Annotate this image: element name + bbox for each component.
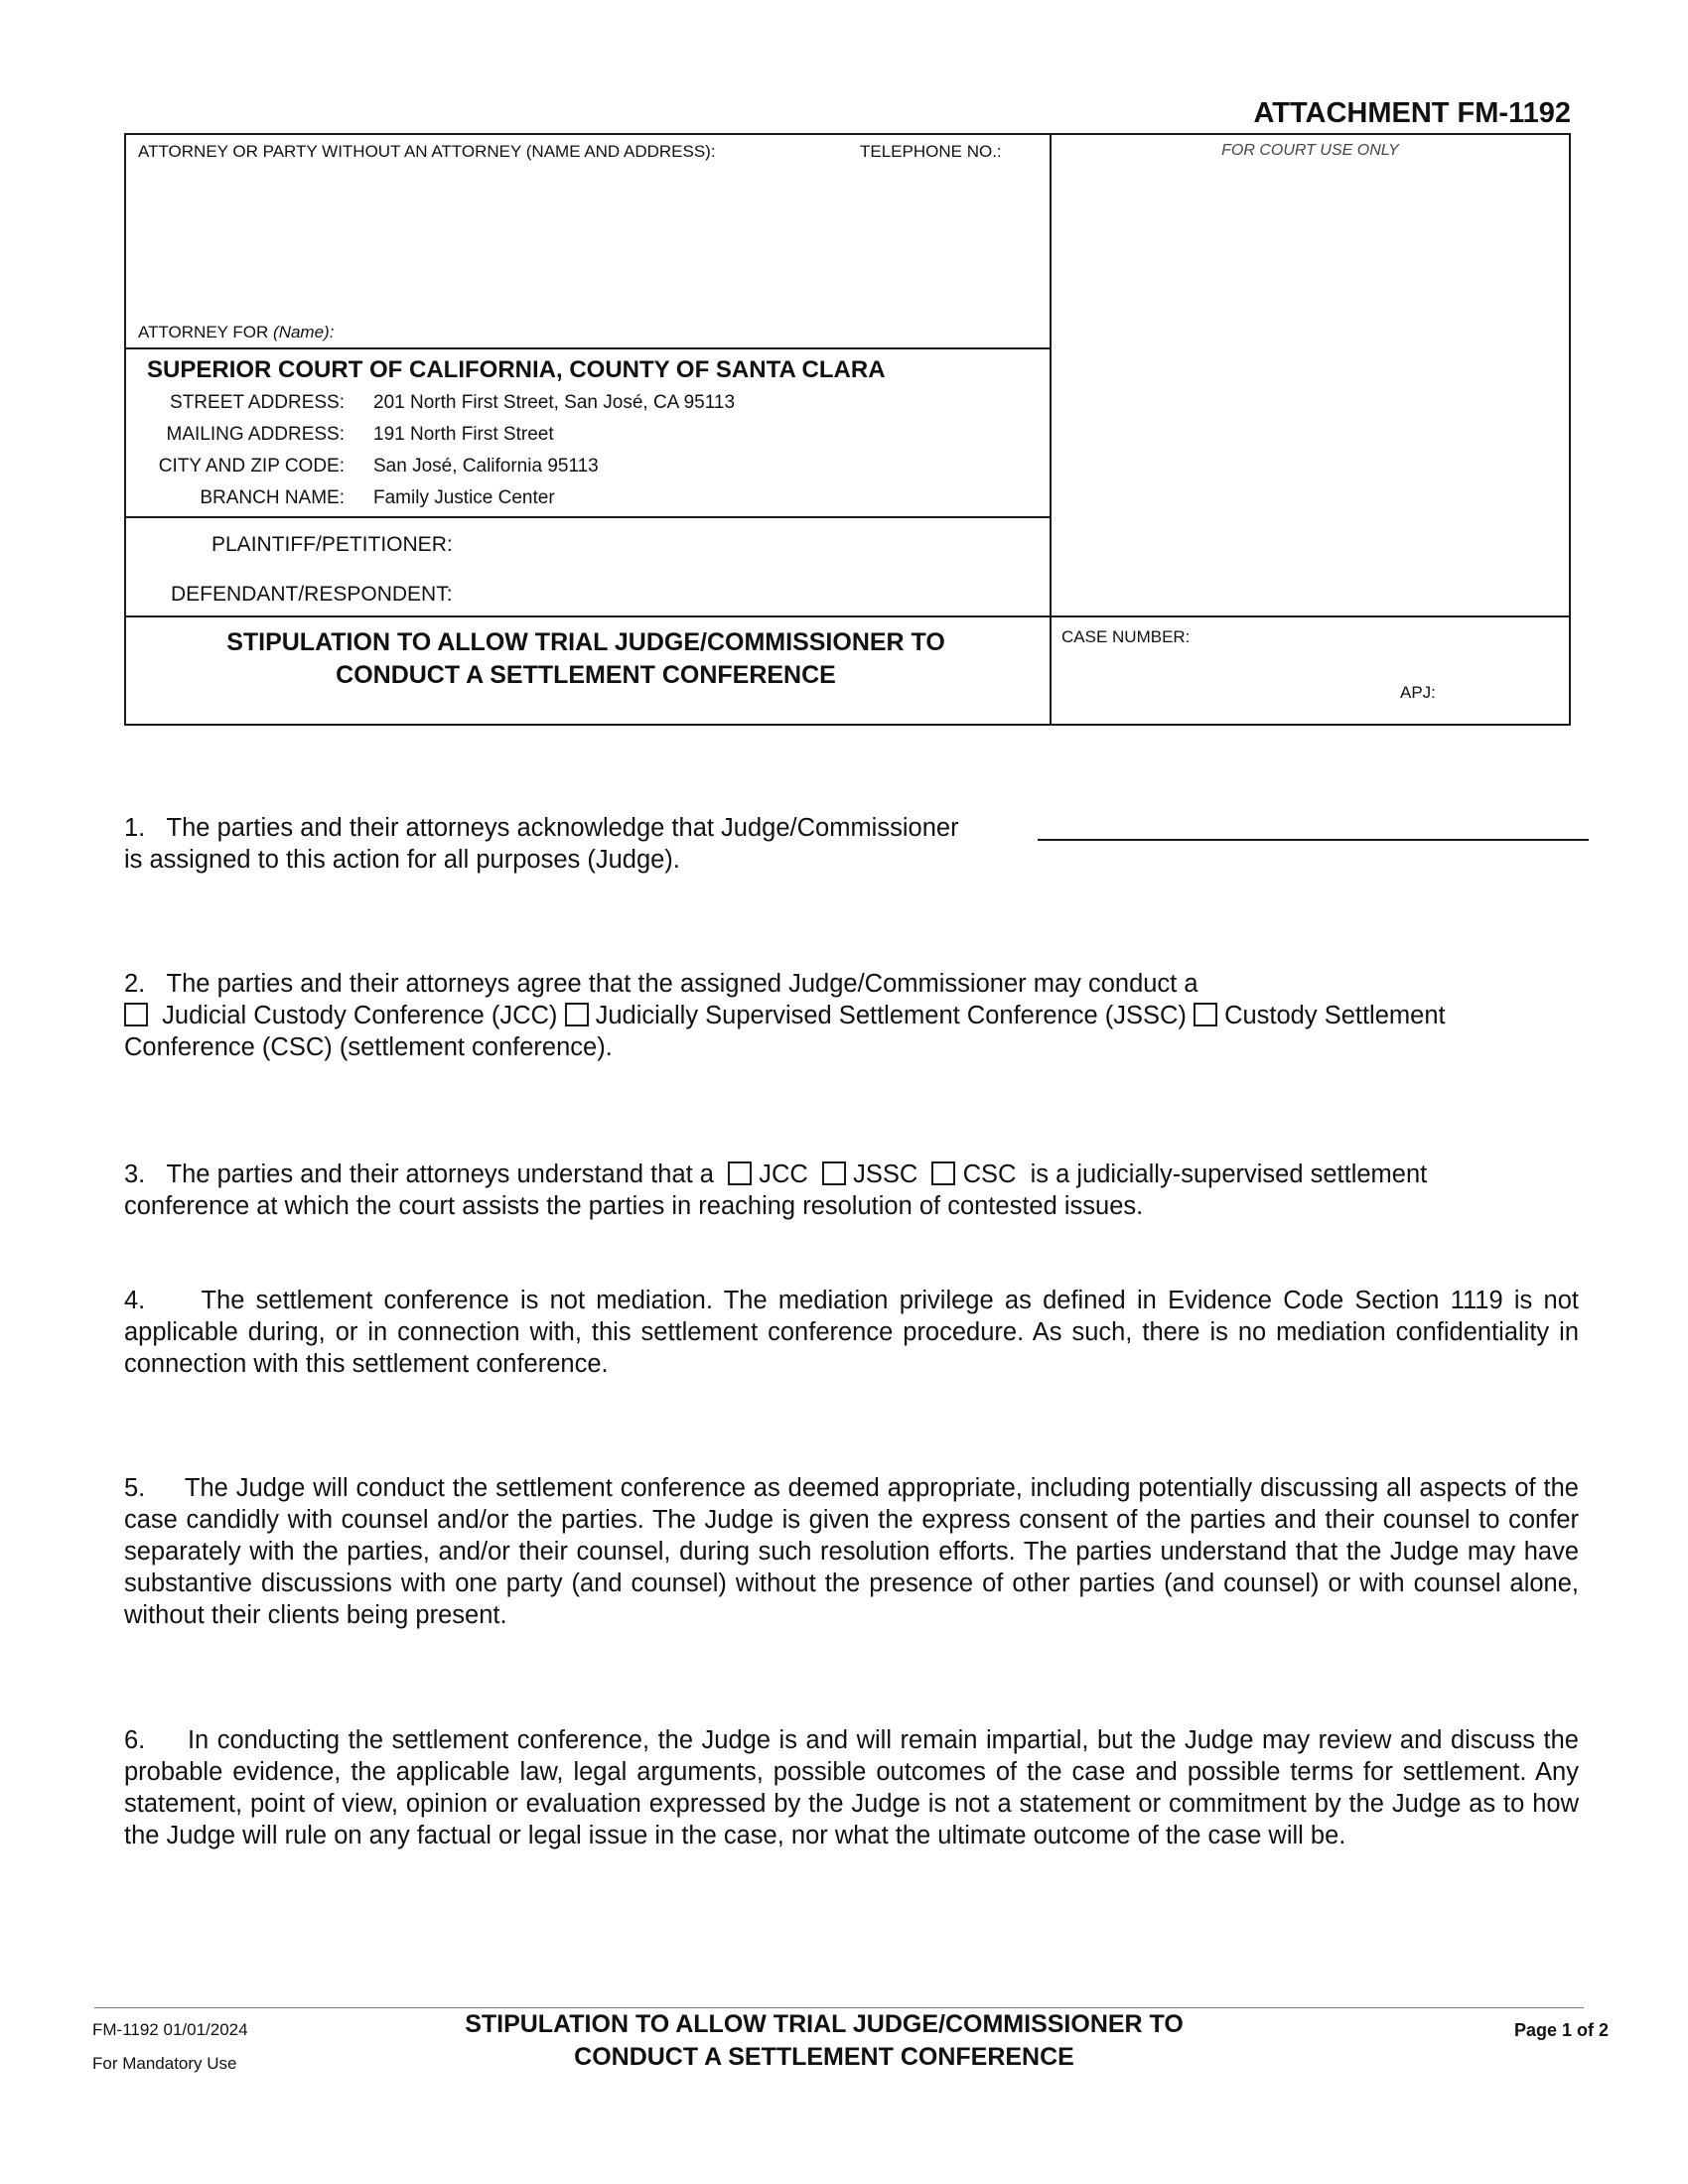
judge-name-blank[interactable] xyxy=(1038,839,1589,841)
paragraph-1 xyxy=(124,812,1579,876)
paragraph-1-number: 1. xyxy=(124,814,146,842)
paragraph-3-line1 xyxy=(124,1159,1579,1190)
caption-divider-parties xyxy=(124,516,1051,518)
caption-divider-court xyxy=(124,347,1051,349)
paragraph-4-text: The settlement conference is not mediation. The mediation privilege as defined in Evidence Code Section 1119 is not applicable during, or in connection with, this settlement conference procedure. As such, there is no mediation confidentiality in connection with this settlement conference. xyxy=(124,1287,1579,1378)
paragraph-5-number: 5. xyxy=(124,1474,146,1502)
paragraph-3 xyxy=(124,1159,1579,1222)
p3-csc-checkbox[interactable] xyxy=(931,1161,955,1185)
paragraph-6 xyxy=(124,1724,1579,1851)
case-number-label: CASE NUMBER: xyxy=(1061,627,1191,646)
jssc-option-label: Judicially Supervised Settlement Conference (JSSC) xyxy=(595,1002,1187,1029)
document-title-line1: STIPULATION TO ALLOW TRIAL JUDGE/COMMISSIONER TO xyxy=(226,628,945,656)
document-title-line2: CONDUCT A SETTLEMENT CONFERENCE xyxy=(336,661,836,689)
branch-name-value: Family Justice Center xyxy=(373,487,555,508)
caption-divider-vertical xyxy=(1050,133,1052,726)
footer-page-number: Page 1 of 2 xyxy=(1513,2020,1609,2040)
footer-form-id: FM-1192 01/01/2024 xyxy=(92,2020,248,2039)
paragraph-3-text-b: conference at which the court assists the parties in reaching resolution of contested issues. xyxy=(124,1192,1144,1220)
paragraph-2-text-b: Conference (CSC) (settlement conference). xyxy=(124,1033,613,1061)
footer-title-line2: CONDUCT A SETTLEMENT CONFERENCE xyxy=(574,2043,1074,2071)
footer-title xyxy=(367,2008,1281,2074)
telephone-label: TELEPHONE NO.: xyxy=(860,142,1002,161)
paragraph-2-line1 xyxy=(124,968,1579,1000)
jcc-option-label: Judicial Custody Conference (JCC) xyxy=(162,1002,558,1029)
attorney-label: ATTORNEY OR PARTY WITHOUT AN ATTORNEY (NAME AND ADDRESS): xyxy=(138,142,716,161)
footer-mandatory-use: For Mandatory Use xyxy=(92,2054,237,2073)
attorney-for-field xyxy=(138,323,334,342)
paragraph-5-text: The Judge will conduct the settlement conference as deemed appropriate, including potentially discussing all aspects of the case candidly with counsel and/or the parties. The Judge is given the express consent of the parties and their counsel to confer separately with the parties, and/or their counsel, during such resolution efforts. The parties understand that the Judge may have substantive discussions with one party (and counsel) without the presence of other parties (and counsel) or with counsel alone, without their clients being present. xyxy=(124,1474,1579,1629)
paragraph-2-options xyxy=(124,1000,1579,1031)
plaintiff-label: PLAINTIFF/PETITIONER: xyxy=(211,533,453,556)
street-address-value: 201 North First Street, San José, CA 95113 xyxy=(373,392,736,413)
paragraph-3-text-a2: is a judicially-supervised settlement xyxy=(1030,1160,1428,1188)
paragraph-1-text-b: is assigned to this action for all purposes (Judge). xyxy=(124,846,680,874)
mailing-address-label: MAILING ADDRESS: xyxy=(166,424,345,445)
p3-jssc-label: JSSC xyxy=(853,1160,918,1188)
mailing-address-value: 191 North First Street xyxy=(373,424,554,445)
p3-csc-label: CSC xyxy=(962,1160,1017,1188)
csc-checkbox[interactable] xyxy=(1194,1003,1217,1026)
city-zip-label: CITY AND ZIP CODE: xyxy=(158,456,345,477)
footer-title-line1: STIPULATION TO ALLOW TRIAL JUDGE/COMMISSIONER TO xyxy=(465,2010,1184,2038)
paragraph-3-number: 3. xyxy=(124,1160,146,1188)
defendant-label: DEFENDANT/RESPONDENT: xyxy=(171,583,453,606)
p3-jssc-checkbox[interactable] xyxy=(822,1161,846,1185)
paragraph-6-number: 6. xyxy=(124,1726,146,1754)
paragraph-3-text-a: The parties and their attorneys understand that a xyxy=(166,1160,714,1188)
paragraph-4-number: 4. xyxy=(124,1287,146,1314)
paragraph-2-number: 2. xyxy=(124,970,146,998)
court-name: SUPERIOR COURT OF CALIFORNIA, COUNTY OF SANTA CLARA xyxy=(147,356,886,383)
attachment-title: ATTACHMENT FM-1192 xyxy=(1253,97,1571,129)
document-title xyxy=(124,626,1048,692)
street-address-label: STREET ADDRESS: xyxy=(170,392,345,413)
csc-option-label: Custody Settlement xyxy=(1224,1002,1446,1029)
paragraph-2-text-a: The parties and their attorneys agree that the assigned Judge/Commissioner may conduct a xyxy=(166,970,1198,998)
paragraph-6-text: In conducting the settlement conference, the Judge is and will remain impartial, but the Judge may review and discuss the probable evidence, the applicable law, legal arguments, possible outcomes of the case and possible terms for settlement. Any statement, point of view, opinion or evaluation expressed by the Judge is not a statement or commitment by the Judge as to how the Judge will rule on any factual or legal issue in the case, nor what the ultimate outcome of the case will be. xyxy=(124,1726,1579,1849)
jssc-checkbox[interactable] xyxy=(565,1003,589,1026)
caption-divider-title xyxy=(124,615,1571,617)
branch-name-label: BRANCH NAME: xyxy=(200,487,345,508)
city-zip-value: San José, California 95113 xyxy=(373,456,599,477)
p3-jcc-label: JCC xyxy=(759,1160,808,1188)
paragraph-1-text-a: The parties and their attorneys acknowledge that Judge/Commissioner xyxy=(166,814,959,842)
jcc-checkbox[interactable] xyxy=(124,1003,148,1026)
attorney-for-label: ATTORNEY FOR xyxy=(138,323,269,341)
paragraph-4 xyxy=(124,1285,1579,1380)
court-use-label: FOR COURT USE ONLY xyxy=(1221,142,1399,159)
paragraph-2 xyxy=(124,968,1579,1063)
attorney-for-name-hint: (Name): xyxy=(273,323,335,341)
apj-label: APJ: xyxy=(1400,683,1436,702)
p3-jcc-checkbox[interactable] xyxy=(728,1161,752,1185)
paragraph-5 xyxy=(124,1472,1579,1631)
